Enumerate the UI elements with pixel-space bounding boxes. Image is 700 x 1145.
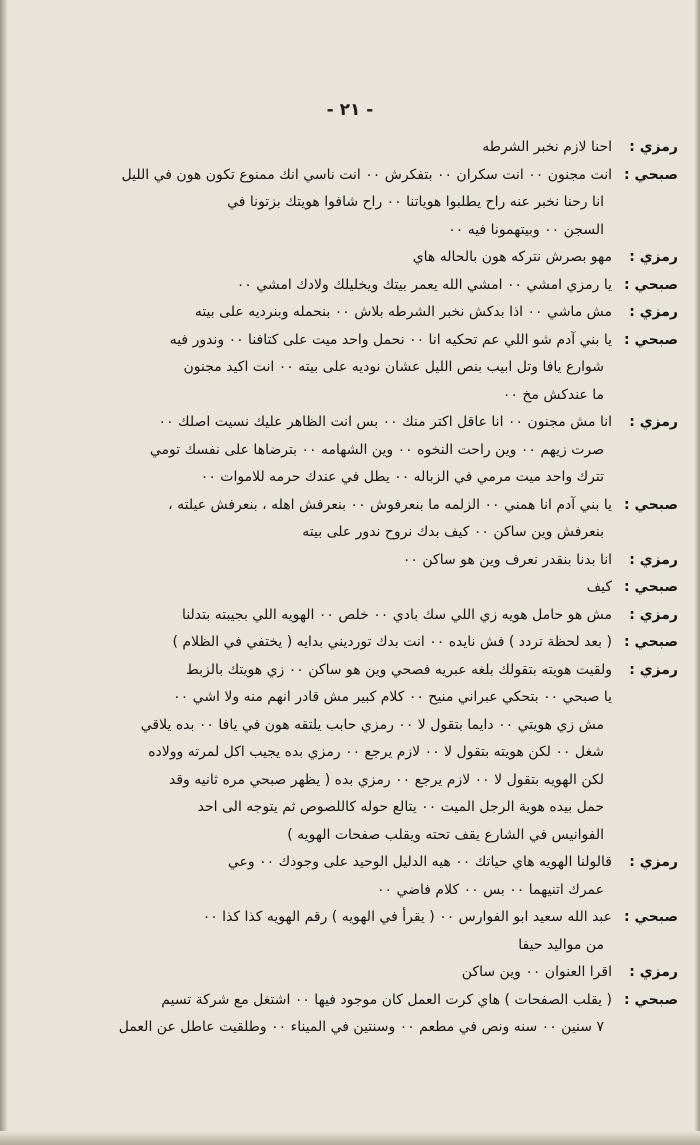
speech-line: عبد الله سعيد ابو الفوارس ٠٠ ( يقرأ في الهويه ) رقم الهويه كذا كذا ٠٠ [202, 909, 612, 925]
speaker-name: رمزي : [629, 854, 678, 870]
speech-text [22, 959, 612, 987]
speech-text [22, 272, 612, 300]
speaker-name: رمزي : [629, 414, 678, 430]
dialogue-entry [22, 162, 678, 245]
page-edge-shadow-bottom [0, 1131, 700, 1145]
speech-line: بنعرفش وين ساكن ٠٠ كيف بدك نروح ندور على بيته [302, 524, 604, 540]
speech-line: انا بدنا بنقدر نعرف وين هو ساكن ٠٠ [402, 551, 612, 568]
dialogue-entry [22, 602, 678, 630]
dialogue-entry [22, 272, 678, 300]
speech-text [22, 987, 612, 1042]
speaker-name: صبحي : [624, 276, 678, 293]
script-dialogue [22, 134, 678, 1042]
page-number: - ٢١ - [326, 100, 374, 120]
dialogue-entry [22, 849, 678, 904]
speech-line: مش هو حامل هويه زي اللي سك بادي ٠٠ خلص ٠٠ الهويه اللي بجيبته بتدلنا [182, 606, 612, 623]
speech-text [22, 162, 612, 245]
speaker-name: صبحي : [624, 634, 678, 650]
speech-line: عمرك اتنيهما ٠٠ بس ٠٠ كلام فاضي ٠٠ [376, 881, 604, 898]
speech-line: يا بني آدم شو اللي عم تحكيه انا ٠٠ نحمل واحد ميت على كتافنا ٠٠ وندور فيه [169, 331, 612, 348]
speech-text [22, 134, 612, 162]
speech-line: يا صبحي ٠٠ بتحكي عبراني منيح ٠٠ كلام كبير مش قادر انهم منه ولا اشي ٠٠ [173, 689, 612, 705]
page-edge-shadow-left [0, 0, 8, 1145]
speaker-name: صبحي : [624, 166, 678, 183]
speaker-name: رمزي : [629, 551, 678, 568]
speech-line: قالولنا الهويه هاي حياتك ٠٠ هيه الدليل الوحيد على وجودك ٠٠ وعي [227, 854, 612, 870]
speech-line: مش زي هويتي ٠٠ دايما بتقول لا ٠٠ رمزي حابب يلتقه هون في يافا ٠٠ بده يلاقي [140, 716, 604, 733]
speech-line: السجن ٠٠ وبيتهمونا فيه ٠٠ [448, 221, 604, 238]
speech-line: انا رحنا نخبر عنه راح يطلبوا هوياتنا ٠٠ راح شافوا هويتك بزتونا في [227, 194, 604, 210]
dialogue-entry [22, 574, 678, 602]
speaker-name: صبحي : [624, 991, 678, 1008]
speech-line: الفوانيس في الشارع يقف تحته ويقلب صفحات الهويه ) [287, 826, 604, 843]
speech-line: شوارع يافا وتل ابيب بنص الليل عشان نوديه على بيته ٠٠ انت اكيد مجنون [183, 359, 604, 375]
speech-line: صرت زيهم ٠٠ وين راحت النخوه ٠٠ وين الشهامه ٠٠ بترضاها على نفسك تومي [149, 441, 604, 458]
dialogue-entry [22, 987, 678, 1042]
speaker-name: صبحي : [624, 496, 678, 513]
dialogue-entry [22, 684, 678, 849]
dialogue-entry [22, 547, 678, 575]
speaker-name: صبحي : [624, 909, 678, 925]
speech-text [22, 629, 612, 657]
speech-text [22, 684, 612, 849]
speech-text [22, 657, 612, 685]
speech-line: شغل ٠٠ لكن هويته بتقول لا ٠٠ لازم يرجع ٠٠ رمزي بده يجيب اكل لمرته وولاده [148, 744, 604, 760]
speech-line: تترك واحد ميت مرمي في الزباله ٠٠ يطل في عندك حرمه للاموات ٠٠ [200, 469, 604, 485]
speech-line: مهو بصرش نتركه هون بالحاله هاي [412, 249, 612, 265]
dialogue-entry [22, 904, 678, 959]
speech-line: كيف [586, 579, 612, 595]
dialogue-entry [22, 959, 678, 987]
speaker-name: رمزي : [629, 606, 678, 623]
speech-line: احنا لازم نخبر الشرطه [482, 139, 612, 155]
page-edge-shadow-right [694, 0, 700, 1145]
speech-line: اقرا العنوان ٠٠ وين ساكن [461, 964, 612, 980]
speech-text [22, 299, 612, 327]
dialogue-entry [22, 299, 678, 327]
dialogue-entry [22, 629, 678, 657]
speech-line: يا بني آدم انا همني ٠٠ الزلمه ما بنعرفوش ٠٠ بنعرفش اهله ، بنعرفش عيلته ، [168, 496, 612, 513]
speech-line: لكن الهويه بتقول لا ٠٠ لازم يرجع ٠٠ رمزي بده ( يظهر صبحي مره ثانيه وقد [168, 771, 604, 788]
dialogue-entry [22, 244, 678, 272]
speech-line: ( بعد لحظة تردد ) فش نايده ٠٠ انت بدك تورديني بدايه ( يختفي في الظلام ) [172, 634, 612, 650]
dialogue-entry [22, 134, 678, 162]
speech-line: يا رمزي امشي ٠٠ امشي الله يعمر بيتك ويخليلك ولادك امشي ٠٠ [236, 276, 612, 293]
speaker-name: رمزي : [629, 964, 678, 980]
speech-text [22, 574, 612, 602]
dialogue-entry [22, 492, 678, 547]
dialogue-entry [22, 327, 678, 410]
speech-text [22, 327, 612, 410]
dialogue-entry [22, 409, 678, 492]
speech-line: ٧ سنين ٠٠ سنه ونص في مطعم ٠٠ وسنتين في الميناء ٠٠ وطلقيت عاطل عن العمل [118, 1019, 604, 1035]
speech-text [22, 492, 612, 547]
speech-line: ولقيت هويته بتقولك بلغه عبريه فصحي وين هو ساكن ٠٠ زي هويتك بالزبط [185, 661, 612, 678]
speaker-name: رمزي : [629, 139, 678, 155]
speech-text [22, 244, 612, 272]
speech-line: انا مش مجنون ٠٠ انا عاقل اكتر منك ٠٠ بس انت الظاهر عليك نسيت اصلك ٠٠ [158, 414, 612, 430]
speech-text [22, 602, 612, 630]
speaker-name: رمزي : [629, 304, 678, 320]
speech-line: من مواليد حيفا [518, 936, 604, 953]
speech-line: ما عندكش مخ ٠٠ [502, 386, 604, 403]
speech-text [22, 904, 612, 959]
speech-text [22, 849, 612, 904]
speaker-name: صبحي : [624, 331, 678, 348]
speech-line: حمل بيده هوية الرجل الميت ٠٠ يتالع حوله كاللصوص ثم يتوجه الى احد [197, 799, 604, 815]
dialogue-entry [22, 657, 678, 685]
speech-text [22, 547, 612, 575]
speech-line: ( يقلب الصفحات ) هاي كرت العمل كان موجود فيها ٠٠ اشتغل مع شركة تسيم [161, 991, 612, 1008]
speech-line: انت مجنون ٠٠ انت سكران ٠٠ بتفكرش ٠٠ انت ناسي انك ممنوع تكون هون في الليل [121, 166, 612, 183]
speaker-name: صبحي : [624, 579, 678, 595]
speech-text [22, 409, 612, 492]
speech-line: مش ماشي ٠٠ اذا بدكش نخبر الشرطه بلاش ٠٠ بنحمله وبنرديه على بيته [194, 304, 612, 320]
speaker-name: رمزي : [629, 249, 678, 265]
speaker-name: رمزي : [629, 661, 678, 678]
